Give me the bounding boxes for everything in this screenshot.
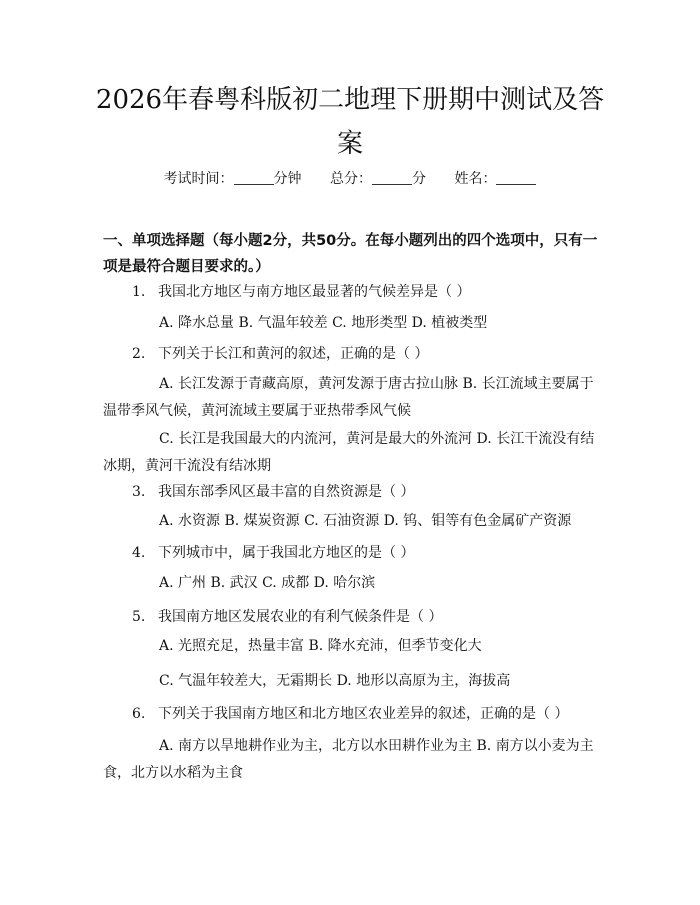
time-unit: 分钟 xyxy=(273,171,302,187)
question-number: 1. xyxy=(132,284,146,300)
question-text: 我国南方地区发展农业的有利气候条件是（ ） xyxy=(158,609,443,625)
question-text: 我国北方地区与南方地区最显著的气候差异是（ ） xyxy=(158,284,471,300)
question-number: 3. xyxy=(132,484,146,500)
question-5-options-ab: A. 光照充足，热量丰富 B. 降水充沛，但季节变化大 xyxy=(159,638,482,654)
question-number: 2. xyxy=(132,346,146,362)
section-heading: 一、单项选择题（每小题2分，共50分。在每小题列出的四个选项中，只有一项是最符合题目要求的。） xyxy=(103,233,598,275)
exam-meta xyxy=(0,169,700,189)
name-field xyxy=(454,169,536,189)
question-2 xyxy=(132,342,602,366)
time-blank xyxy=(234,170,274,185)
question-1 xyxy=(132,280,602,304)
question-2-options-cd: C. 长江是我国最大的内流河，黄河是最大的外流河 D. 长江干流没有结冰期，黄河干流没有结冰期 xyxy=(103,431,595,474)
question-number: 5. xyxy=(132,609,146,625)
score-field xyxy=(330,169,426,189)
question-text: 下列城市中，属于我国北方地区的是（ ） xyxy=(158,545,415,561)
name-label: 姓名： xyxy=(454,171,497,187)
question-5 xyxy=(132,605,602,629)
question-1-options: A. 降水总量 B. 气温年较差 C. 地形类型 D. 植被类型 xyxy=(159,315,488,331)
question-number: 6. xyxy=(132,706,146,722)
question-3 xyxy=(132,480,602,504)
time-field xyxy=(164,169,302,189)
question-6 xyxy=(132,702,602,726)
question-text: 我国东部季风区最丰富的自然资源是（ ） xyxy=(158,484,415,500)
name-blank xyxy=(496,170,536,185)
question-text: 下列关于长江和黄河的叙述，正确的是（ ） xyxy=(158,346,429,362)
question-2-options-ab: A. 长江发源于青藏高原，黄河发源于唐古拉山脉 B. 长江流域主要属于温带季风气候，黄河流域主要属于亚热带季风气候 xyxy=(103,376,594,419)
score-label: 总分： xyxy=(330,171,372,187)
question-number: 4. xyxy=(132,545,146,561)
score-blank xyxy=(372,170,412,185)
question-6-options-ab: A. 南方以旱地耕作业为主，北方以水田耕作业为主 B. 南方以小麦为主食，北方以水稻为主食 xyxy=(103,738,594,781)
question-5-options-cd: C. 气温年较差大，无霜期长 D. 地形以高原为主，海拔高 xyxy=(159,673,511,689)
question-4 xyxy=(132,541,602,565)
time-label: 考试时间： xyxy=(163,171,234,187)
question-3-options: A. 水资源 B. 煤炭资源 C. 石油资源 D. 钨、钼等有色金属矿产资源 xyxy=(159,513,572,529)
page-title: 2026年春粤科版初二地理下册期中测试及答案 xyxy=(95,85,605,159)
score-unit: 分 xyxy=(412,171,426,187)
question-4-options: A. 广州 B. 武汉 C. 成都 D. 哈尔滨 xyxy=(159,575,376,591)
question-text: 下列关于我国南方地区和北方地区农业差异的叙述，正确的是（ ） xyxy=(158,706,569,722)
